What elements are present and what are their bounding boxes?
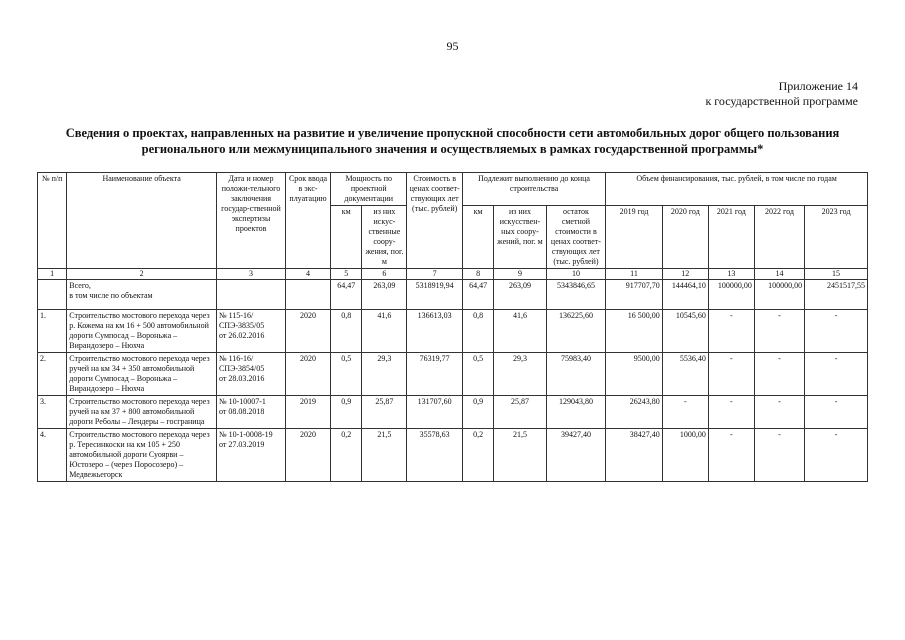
funding-2022: - (754, 310, 804, 353)
capacity-km: 0,8 (331, 310, 362, 353)
capacity-km: 0,9 (331, 396, 362, 429)
expertise-date: № 10-10007-1 от 08.08.2018 (216, 396, 285, 429)
col-number: 6 (362, 269, 407, 280)
col-number: 4 (286, 269, 331, 280)
header-km-2: км (462, 206, 493, 269)
capacity-km: 0,5 (331, 353, 362, 396)
funding-2022: - (754, 396, 804, 429)
total-artificial: 263,09 (362, 280, 407, 310)
total-label: Всего, в том числе по объектам (67, 280, 217, 310)
funding-2023: - (805, 353, 868, 396)
funding-2022: - (754, 353, 804, 396)
remaining-km: 0,2 (462, 429, 493, 482)
table-row (38, 310, 868, 353)
header-rest: остаток сметной стоимости в ценах соответ-ствующих лет (тыс. рублей) (546, 206, 606, 269)
capacity-artificial: 25,87 (362, 396, 407, 429)
total-2019: 917707,70 (606, 280, 663, 310)
capacity-km: 0,2 (331, 429, 362, 482)
cost: 76319,77 (407, 353, 462, 396)
object-name: Строительство мостового перехода через р. Кожема на км 16 + 500 автомобильной дороги Сумпосад – Вороньжа – Вирандозеро – Нюхча (67, 310, 217, 353)
total-rest: 5343846,65 (546, 280, 606, 310)
capacity-artificial: 29,3 (362, 353, 407, 396)
funding-2022: - (754, 429, 804, 482)
funding-2023: - (805, 310, 868, 353)
total-2020: 144464,10 (662, 280, 708, 310)
col-number: 9 (494, 269, 546, 280)
header-name: Наименование объекта (67, 173, 217, 269)
row-number: 2. (38, 353, 67, 396)
col-number: 10 (546, 269, 606, 280)
col-number: 14 (754, 269, 804, 280)
appendix-note (705, 79, 858, 109)
header-2019: 2019 год (606, 206, 663, 269)
funding-2023: - (805, 429, 868, 482)
header-2021: 2021 год (708, 206, 754, 269)
header-2022: 2022 год (754, 206, 804, 269)
col-number: 8 (462, 269, 493, 280)
col-number: 7 (407, 269, 462, 280)
object-name: Строительство мостового перехода через р. Тересинкоски на км 105 + 250 автомобильной дороги Суоярви – Юстозеро – (через Поросозеро) – Медвежьегорск (67, 429, 217, 482)
header-capacity: Мощность по проектной документации (331, 173, 407, 206)
remaining-cost: 39427,40 (546, 429, 606, 482)
expertise-date: № 115-16/СПЭ-3835/05 от 26.02.2016 (216, 310, 285, 353)
funding-2019: 9500,00 (606, 353, 663, 396)
remaining-km: 0,9 (462, 396, 493, 429)
remaining-km: 0,5 (462, 353, 493, 396)
total-km: 64,47 (331, 280, 362, 310)
funding-2020: 5536,40 (662, 353, 708, 396)
row-number: 3. (38, 396, 67, 429)
header-funding: Объем финансирования, тыс. рублей, в том числе по годам (606, 173, 868, 206)
cost: 136613,03 (407, 310, 462, 353)
total-2021: 100000,00 (708, 280, 754, 310)
funding-2020: - (662, 396, 708, 429)
table-row (38, 429, 868, 482)
funding-2019: 16 500,00 (606, 310, 663, 353)
col-number: 11 (606, 269, 663, 280)
cost: 35578,63 (407, 429, 462, 482)
header-cost: Стоимость в ценах соответ-ствующих лет (тыс. рублей) (407, 173, 462, 269)
column-numbers-row (38, 269, 868, 280)
commissioning-year: 2020 (286, 353, 331, 396)
col-number: 12 (662, 269, 708, 280)
header-row-1 (38, 173, 868, 206)
remaining-artificial: 41,6 (494, 310, 546, 353)
funding-2019: 38427,40 (606, 429, 663, 482)
cost: 131707,60 (407, 396, 462, 429)
col-number: 3 (216, 269, 285, 280)
appendix-line-2: к государственной программе (705, 94, 858, 108)
remaining-cost: 129043,80 (546, 396, 606, 429)
document-title: Сведения о проектах, направленных на развитие и увеличение пропускной способности сети автомобильных дорог общего пользования регионального или межмуниципального значения и осуществляемых в рамках государственной программы* (65, 126, 840, 156)
col-number: 13 (708, 269, 754, 280)
remaining-artificial: 25,87 (494, 396, 546, 429)
row-number: 1. (38, 310, 67, 353)
funding-2020: 10545,60 (662, 310, 708, 353)
capacity-artificial: 41,6 (362, 310, 407, 353)
col-number: 2 (67, 269, 217, 280)
funding-2023: - (805, 396, 868, 429)
remaining-cost: 75983,40 (546, 353, 606, 396)
capacity-artificial: 21,5 (362, 429, 407, 482)
funding-2021: - (708, 310, 754, 353)
total-cost: 5318919,94 (407, 280, 462, 310)
commissioning-year: 2020 (286, 429, 331, 482)
header-year: Срок ввода в экс-плуатацию (286, 173, 331, 269)
page-number: 95 (446, 39, 459, 53)
header-artificial: из них искус-ственные соору-жения, пог. м (362, 206, 407, 269)
header-date: Дата и номер положи-тельного заключения государ-ственной экспертизы проектов (216, 173, 285, 269)
col-number: 5 (331, 269, 362, 280)
object-name: Строительство мостового перехода через ручей на км 34 + 350 автомобильной дороги Сумпосад – Вороньжа – Вирандозеро – Нюхча (67, 353, 217, 396)
appendix-line-1: Приложение 14 (778, 79, 858, 93)
funding-2021: - (708, 429, 754, 482)
commissioning-year: 2020 (286, 310, 331, 353)
table-row (38, 353, 868, 396)
total-artificial-2: 263,09 (494, 280, 546, 310)
object-name: Строительство мостового перехода через ручей на км 37 + 800 автомобильной дороги Реболы – Лендеры – госграница (67, 396, 217, 429)
total-2022: 100000,00 (754, 280, 804, 310)
total-km-2: 64,47 (462, 280, 493, 310)
remaining-artificial: 21,5 (494, 429, 546, 482)
funding-2021: - (708, 396, 754, 429)
row-number: 4. (38, 429, 67, 482)
commissioning-year: 2019 (286, 396, 331, 429)
col-number: 15 (805, 269, 868, 280)
header-km: км (331, 206, 362, 269)
funding-2020: 1000,00 (662, 429, 708, 482)
col-number: 1 (38, 269, 67, 280)
header-artificial-2: из них искусствен-ных соору-жений, пог. м (494, 206, 546, 269)
remaining-artificial: 29,3 (494, 353, 546, 396)
header-remaining: Подлежит выполнению до конца строительства (462, 173, 605, 206)
header-2023: 2023 год (805, 206, 868, 269)
remaining-km: 0,8 (462, 310, 493, 353)
expertise-date: № 10-1-0008-19 от 27.03.2019 (216, 429, 285, 482)
total-2023: 2451517,55 (805, 280, 868, 310)
funding-2021: - (708, 353, 754, 396)
header-2020: 2020 год (662, 206, 708, 269)
total-row (38, 280, 868, 310)
expertise-date: № 116-16/СПЭ-3854/05 от 28.03.2016 (216, 353, 285, 396)
projects-table (37, 172, 868, 482)
header-num: № п/п (38, 173, 67, 269)
table-row (38, 396, 868, 429)
funding-2019: 26243,80 (606, 396, 663, 429)
remaining-cost: 136225,60 (546, 310, 606, 353)
